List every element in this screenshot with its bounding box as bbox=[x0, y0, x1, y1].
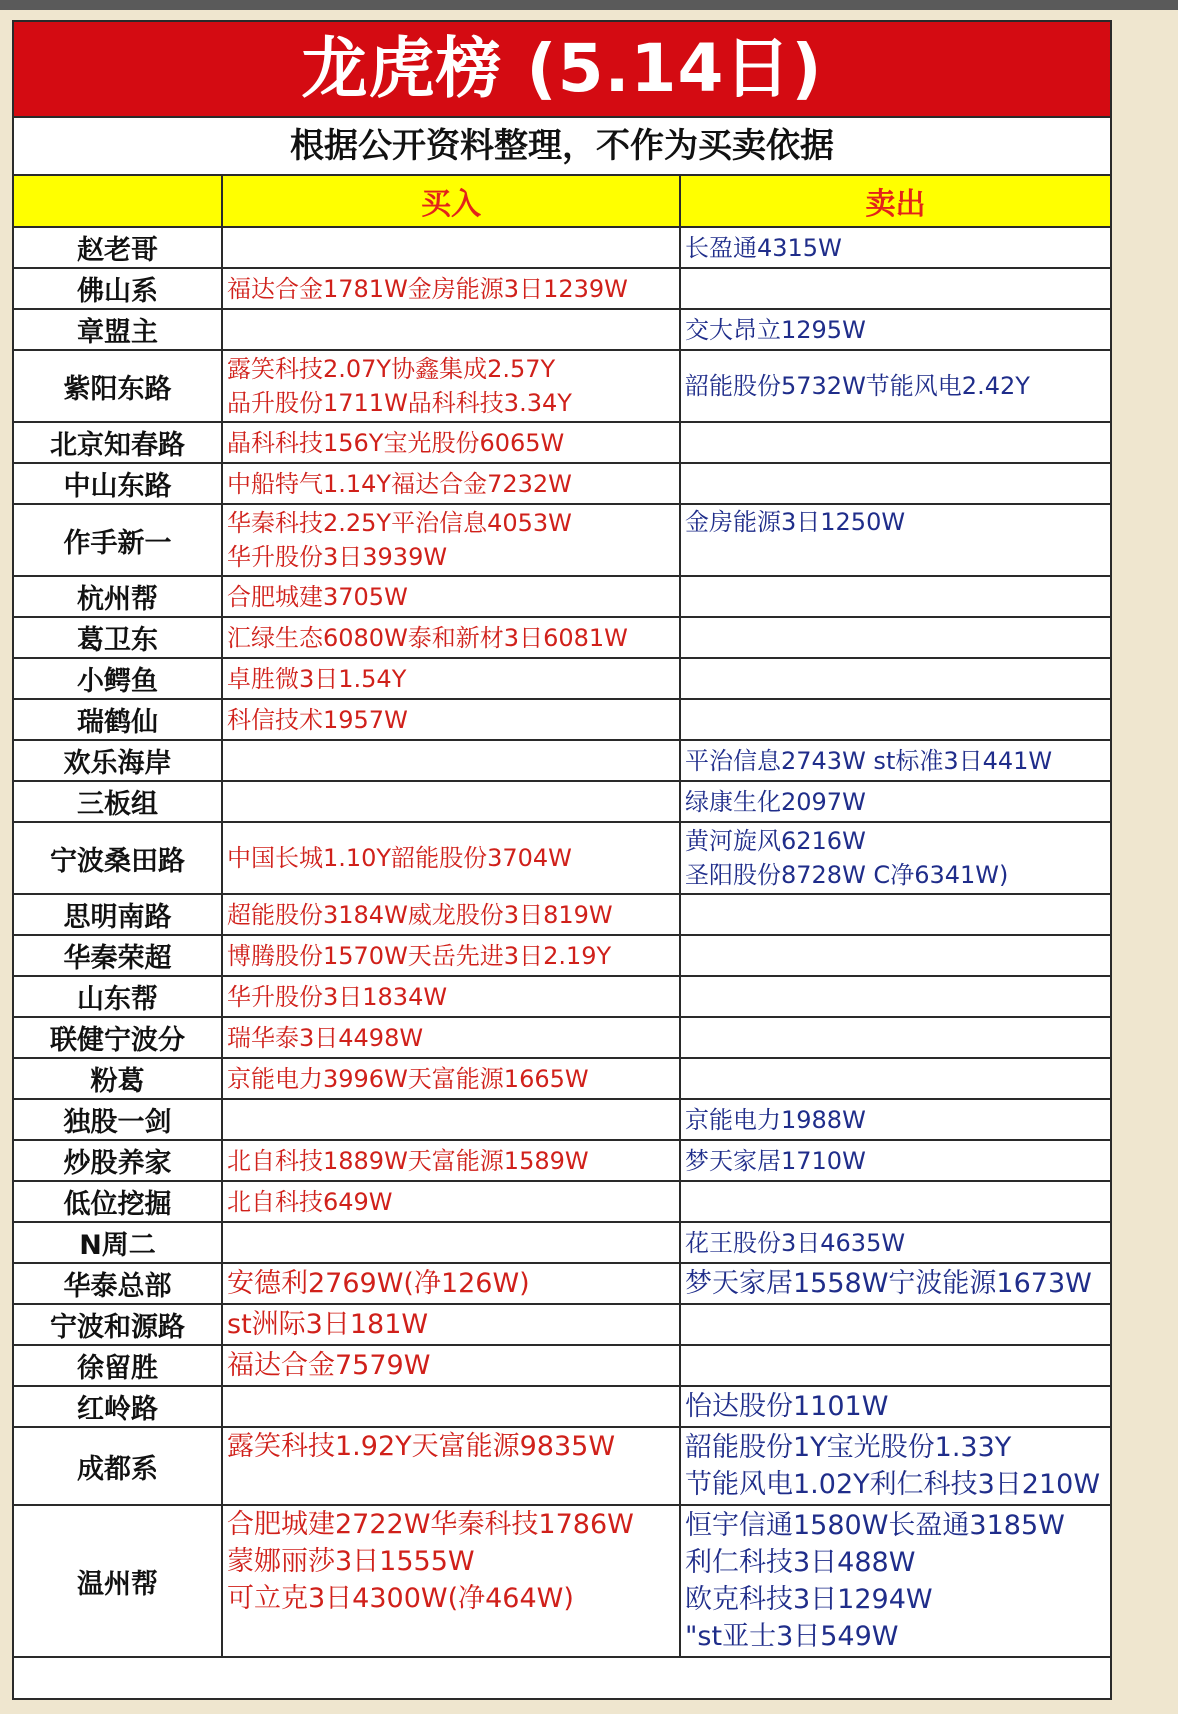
sell-cell bbox=[680, 463, 1110, 504]
trader-name: 徐留胜 bbox=[14, 1345, 222, 1386]
buy-cell bbox=[222, 463, 680, 504]
sell-cell bbox=[680, 504, 1110, 576]
buy-entry: 京能电力3996W天富能源1665W bbox=[227, 1064, 589, 1093]
buy-cell bbox=[222, 309, 680, 350]
header-buy: 买入 bbox=[222, 176, 680, 227]
buy-cell bbox=[222, 422, 680, 463]
table-row bbox=[14, 740, 1110, 781]
trader-name: 成都系 bbox=[14, 1427, 222, 1505]
buy-cell bbox=[222, 976, 680, 1017]
trader-name: 杭州帮 bbox=[14, 576, 222, 617]
buy-cell bbox=[222, 1505, 680, 1657]
header-sell: 卖出 bbox=[680, 176, 1110, 227]
table-row bbox=[14, 1345, 1110, 1386]
trader-name: N周二 bbox=[14, 1222, 222, 1263]
sell-entry: 梦天家居1710W bbox=[685, 1146, 866, 1175]
buy-cell bbox=[222, 617, 680, 658]
trader-name: 红岭路 bbox=[14, 1386, 222, 1427]
table-row bbox=[14, 227, 1110, 268]
buy-entry: 蒙娜丽莎3日1555W bbox=[227, 1546, 475, 1577]
buy-entry: 安德利2769W(净126W) bbox=[227, 1268, 530, 1299]
trader-name: 章盟主 bbox=[14, 309, 222, 350]
sell-cell bbox=[680, 1017, 1110, 1058]
sell-cell bbox=[680, 1427, 1110, 1505]
trader-name: 赵老哥 bbox=[14, 227, 222, 268]
sell-entry: 恒宇信通1580W长盈通3185W bbox=[685, 1510, 1065, 1541]
trader-name: 宁波桑田路 bbox=[14, 822, 222, 894]
buy-cell bbox=[222, 822, 680, 894]
trader-name: 温州帮 bbox=[14, 1505, 222, 1657]
sell-cell bbox=[680, 1304, 1110, 1345]
trader-name: 华秦荣超 bbox=[14, 935, 222, 976]
sell-cell bbox=[680, 781, 1110, 822]
trader-name: 佛山系 bbox=[14, 268, 222, 309]
sell-entry: 平治信息2743W st标准3日441W bbox=[685, 746, 1053, 775]
trader-name: 欢乐海岸 bbox=[14, 740, 222, 781]
sell-entry: 京能电力1988W bbox=[685, 1105, 866, 1134]
sell-entry: 圣阳股份8728W C净6341W) bbox=[685, 861, 1009, 889]
buy-entry: st洲际3日181W bbox=[227, 1309, 429, 1340]
sell-cell bbox=[680, 1222, 1110, 1263]
trader-name: 葛卫东 bbox=[14, 617, 222, 658]
buy-cell bbox=[222, 576, 680, 617]
trader-name: 粉葛 bbox=[14, 1058, 222, 1099]
buy-entry: 品升股份1711W品科科技3.34Y bbox=[227, 389, 572, 417]
buy-entry: 科信技术1957W bbox=[227, 705, 408, 734]
trader-name: 华泰总部 bbox=[14, 1263, 222, 1304]
sell-entry: 长盈通4315W bbox=[685, 233, 842, 262]
trader-name: 紫阳东路 bbox=[14, 350, 222, 422]
buy-entry: 博腾股份1570W天岳先进3日2.19Y bbox=[227, 941, 612, 970]
table-row bbox=[14, 781, 1110, 822]
table-row bbox=[14, 1222, 1110, 1263]
trader-name: 思明南路 bbox=[14, 894, 222, 935]
table-row bbox=[14, 422, 1110, 463]
trader-name: 三板组 bbox=[14, 781, 222, 822]
buy-cell bbox=[222, 1386, 680, 1427]
sell-cell bbox=[680, 740, 1110, 781]
table-row bbox=[14, 576, 1110, 617]
trader-name: 小鳄鱼 bbox=[14, 658, 222, 699]
table-row bbox=[14, 658, 1110, 699]
buy-entry: 华秦科技2.25Y平治信息4053W bbox=[227, 509, 572, 537]
buy-entry: 瑞华泰3日4498W bbox=[227, 1023, 424, 1052]
top-bar bbox=[0, 0, 1178, 10]
table-row bbox=[14, 617, 1110, 658]
buy-cell bbox=[222, 1304, 680, 1345]
buy-entry: 华升股份3日1834W bbox=[227, 982, 448, 1011]
table-row bbox=[14, 1263, 1110, 1304]
sell-cell bbox=[680, 1263, 1110, 1304]
buy-cell bbox=[222, 1222, 680, 1263]
buy-cell bbox=[222, 699, 680, 740]
trader-name: 中山东路 bbox=[14, 463, 222, 504]
buy-entry: 中船特气1.14Y福达合金7232W bbox=[227, 469, 572, 498]
sell-cell bbox=[680, 1386, 1110, 1427]
buy-entry: 北自科技1889W天富能源1589W bbox=[227, 1146, 589, 1175]
sell-cell bbox=[680, 822, 1110, 894]
table-row bbox=[14, 1505, 1110, 1657]
sell-cell bbox=[680, 268, 1110, 309]
sell-entry: 黄河旋风6216W bbox=[685, 827, 866, 855]
buy-cell bbox=[222, 1345, 680, 1386]
buy-cell bbox=[222, 504, 680, 576]
table-row bbox=[14, 504, 1110, 576]
buy-entry: 超能股份3184W威龙股份3日819W bbox=[227, 900, 613, 929]
sell-cell bbox=[680, 1181, 1110, 1222]
sell-cell bbox=[680, 1505, 1110, 1657]
sell-cell bbox=[680, 1140, 1110, 1181]
sell-cell bbox=[680, 1345, 1110, 1386]
trader-name: 独股一剑 bbox=[14, 1099, 222, 1140]
buy-cell bbox=[222, 268, 680, 309]
table-row bbox=[14, 1386, 1110, 1427]
buy-entry: 晶科科技156Y宝光股份6065W bbox=[227, 428, 565, 457]
table-row bbox=[14, 976, 1110, 1017]
table-header-row bbox=[14, 176, 1110, 227]
buy-entry: 可立克3日4300W(净464W) bbox=[227, 1583, 574, 1614]
sell-cell bbox=[680, 699, 1110, 740]
buy-cell bbox=[222, 1099, 680, 1140]
trader-name: 宁波和源路 bbox=[14, 1304, 222, 1345]
table-row bbox=[14, 1181, 1110, 1222]
buy-cell bbox=[222, 894, 680, 935]
buy-cell bbox=[222, 1427, 680, 1505]
table-row bbox=[14, 463, 1110, 504]
buy-entry: 合肥城建3705W bbox=[227, 582, 408, 611]
buy-entry: 中国长城1.10Y韶能股份3704W bbox=[227, 844, 572, 872]
sell-cell bbox=[680, 617, 1110, 658]
trader-name: 山东帮 bbox=[14, 976, 222, 1017]
sell-cell bbox=[680, 1099, 1110, 1140]
table-row bbox=[14, 309, 1110, 350]
sell-cell bbox=[680, 227, 1110, 268]
sell-cell bbox=[680, 1058, 1110, 1099]
sell-entry: 梦天家居1558W宁波能源1673W bbox=[685, 1268, 1092, 1299]
trader-name: 低位挖掘 bbox=[14, 1181, 222, 1222]
table-row bbox=[14, 1099, 1110, 1140]
sell-entry: 金房能源3日1250W bbox=[685, 508, 906, 536]
buy-cell bbox=[222, 350, 680, 422]
buy-cell bbox=[222, 740, 680, 781]
buy-cell bbox=[222, 1140, 680, 1181]
table-row bbox=[14, 1140, 1110, 1181]
trader-name: 瑞鹤仙 bbox=[14, 699, 222, 740]
table-row bbox=[14, 822, 1110, 894]
trader-name: 联健宁波分 bbox=[14, 1017, 222, 1058]
buy-cell bbox=[222, 781, 680, 822]
table-row bbox=[14, 699, 1110, 740]
table-row bbox=[14, 935, 1110, 976]
buy-entry: 合肥城建2722W华秦科技1786W bbox=[227, 1509, 634, 1540]
sell-entry: 怡达股份1101W bbox=[685, 1391, 889, 1422]
buy-cell bbox=[222, 1017, 680, 1058]
table-row bbox=[14, 1058, 1110, 1099]
buy-cell bbox=[222, 227, 680, 268]
sell-cell bbox=[680, 658, 1110, 699]
buy-entry: 福达合金1781W金房能源3日1239W bbox=[227, 274, 628, 303]
sell-entry: 欧克科技3日1294W bbox=[685, 1584, 933, 1615]
table-row bbox=[14, 1304, 1110, 1345]
buy-cell bbox=[222, 658, 680, 699]
buy-entry: 汇绿生态6080W泰和新材3日6081W bbox=[227, 623, 628, 652]
buy-entry: 华升股份3日3939W bbox=[227, 543, 448, 571]
page-subtitle: 根据公开资料整理，不作为买卖依据 bbox=[14, 118, 1110, 176]
sell-cell bbox=[680, 576, 1110, 617]
page-title: 龙虎榜 (5.14日) bbox=[14, 22, 1110, 118]
sell-cell bbox=[680, 935, 1110, 976]
sell-cell bbox=[680, 894, 1110, 935]
buy-entry: 卓胜微3日1.54Y bbox=[227, 664, 407, 693]
sell-cell bbox=[680, 422, 1110, 463]
buy-entry: 露笑科技2.07Y协鑫集成2.57Y bbox=[227, 355, 556, 383]
buy-entry: 露笑科技1.92Y天富能源9835W bbox=[227, 1431, 616, 1462]
header-name bbox=[14, 176, 222, 227]
sell-entry: 节能风电1.02Y利仁科技3日210W bbox=[685, 1469, 1101, 1500]
trade-table bbox=[14, 176, 1110, 1658]
table-row bbox=[14, 1427, 1110, 1505]
buy-entry: 北自科技649W bbox=[227, 1187, 393, 1216]
sell-entry: 韶能股份5732W节能风电2.42Y bbox=[685, 372, 1030, 400]
trader-name: 作手新一 bbox=[14, 504, 222, 576]
buy-entry: 福达合金7579W bbox=[227, 1350, 431, 1381]
trader-name: 北京知春路 bbox=[14, 422, 222, 463]
sell-cell bbox=[680, 350, 1110, 422]
buy-cell bbox=[222, 935, 680, 976]
sell-entry: 利仁科技3日488W bbox=[685, 1547, 916, 1578]
sell-cell bbox=[680, 976, 1110, 1017]
sell-entry: "st亚士3日549W bbox=[685, 1621, 899, 1652]
sell-entry: 花王股份3日4635W bbox=[685, 1228, 906, 1257]
sell-entry: 交大昂立1295W bbox=[685, 315, 866, 344]
table-row bbox=[14, 350, 1110, 422]
sell-cell bbox=[680, 309, 1110, 350]
table-row bbox=[14, 1017, 1110, 1058]
table-row bbox=[14, 894, 1110, 935]
buy-cell bbox=[222, 1263, 680, 1304]
sell-entry: 绿康生化2097W bbox=[685, 787, 866, 816]
buy-cell bbox=[222, 1181, 680, 1222]
sell-entry: 韶能股份1Y宝光股份1.33Y bbox=[685, 1432, 1012, 1463]
buy-cell bbox=[222, 1058, 680, 1099]
dragon-tiger-list-sheet bbox=[12, 20, 1112, 1700]
table-body bbox=[14, 227, 1110, 1657]
trader-name: 炒股养家 bbox=[14, 1140, 222, 1181]
table-row bbox=[14, 268, 1110, 309]
